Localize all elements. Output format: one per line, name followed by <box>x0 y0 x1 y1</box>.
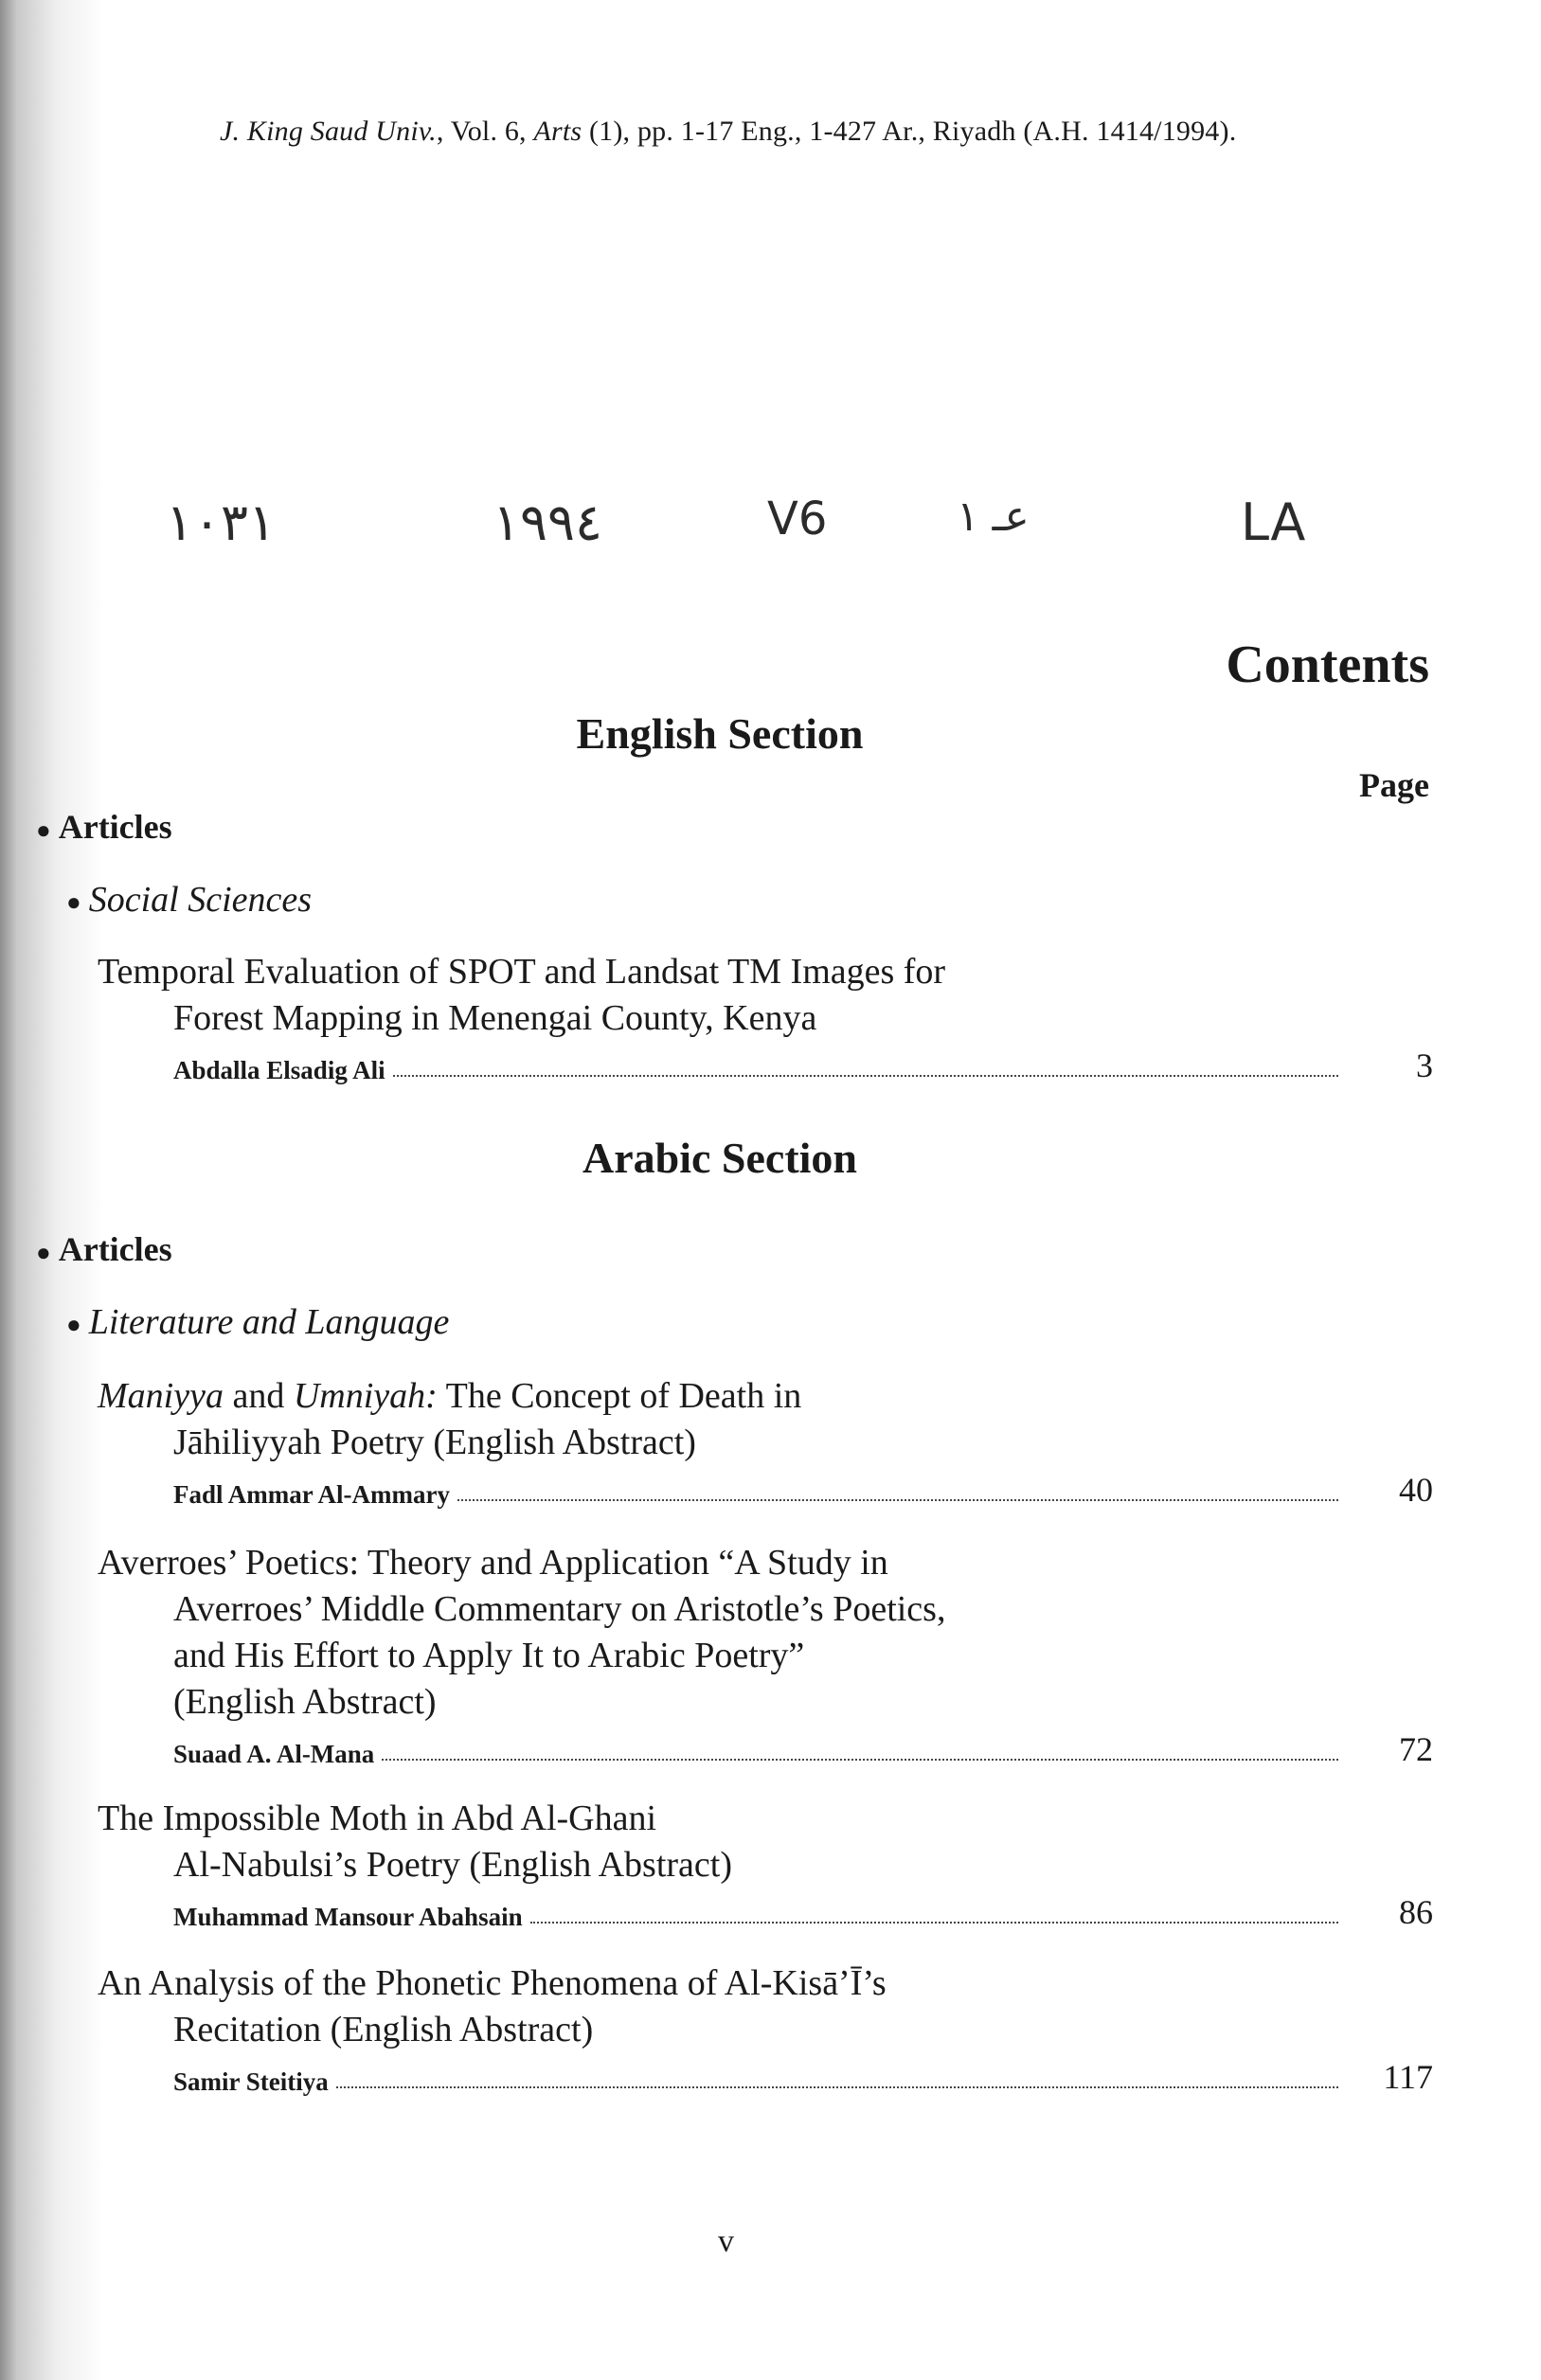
entry-title-line: Temporal Evaluation of SPOT and Landsat TM Images for <box>98 952 946 992</box>
articles-label: Articles <box>58 1230 172 1268</box>
entry-author: Fadl Ammar Al-Ammary <box>173 1480 450 1509</box>
entry-author: Suaad A. Al-Mana <box>173 1740 375 1768</box>
handwritten-call-number-1: ١٠٣١ <box>166 492 277 552</box>
entry-title-italic: Umniyah: <box>293 1376 438 1416</box>
bullet-icon: ● <box>36 815 51 844</box>
articles-label: Articles <box>58 808 172 846</box>
handwritten-issue: عـ ١ <box>957 492 1030 541</box>
entry-title <box>98 1960 1433 2053</box>
bullet-icon: ● <box>66 888 81 917</box>
entry-title <box>98 949 1433 1042</box>
dot-leader <box>530 1922 1338 1924</box>
entry-title-line: Jāhiliyyah Poetry (English Abstract) <box>173 1423 696 1462</box>
arabic-section-title: Arabic Section <box>582 1134 857 1182</box>
dot-leader <box>382 1759 1338 1761</box>
toc-entry <box>98 1373 1433 1510</box>
author-line <box>173 2053 1433 2097</box>
dot-leader <box>393 1075 1338 1077</box>
journal-issue-info: (1), pp. 1-17 Eng., 1-427 Ar., Riyadh (A.H. 1414/1994). <box>582 116 1237 147</box>
entry-title-line: The Impossible Moth in Abd Al-Ghani <box>98 1798 657 1838</box>
entry-page-number: 117 <box>1383 2058 1433 2096</box>
entry-author: Abdalla Elsadig Ali <box>173 1056 385 1084</box>
english-section-title: English Section <box>576 709 864 758</box>
english-articles-heading <box>36 807 172 847</box>
subsection-label: Literature and Language <box>88 1302 450 1342</box>
entry-page-number: 3 <box>1416 1047 1433 1084</box>
journal-series: Arts <box>533 116 582 147</box>
handwritten-volume: V6 <box>767 492 828 546</box>
entry-page-number: 72 <box>1399 1730 1433 1768</box>
entry-title-line: Al-Nabulsi’s Poetry (English Abstract) <box>173 1845 732 1885</box>
handwritten-code: LA <box>1241 492 1306 552</box>
page-column-label: Page <box>1359 766 1429 804</box>
author-line <box>173 1888 1433 1932</box>
dot-leader <box>336 2086 1338 2088</box>
social-sciences-heading <box>66 879 312 921</box>
author-line <box>173 1042 1433 1085</box>
journal-volume: , Vol. 6, <box>436 116 534 147</box>
journal-header <box>220 116 1236 148</box>
entry-title-line: Recitation (English Abstract) <box>173 2010 594 2049</box>
entry-title <box>98 1373 1433 1466</box>
author-line <box>173 1726 1433 1769</box>
author-line <box>173 1466 1433 1510</box>
bullet-icon: ● <box>66 1311 81 1339</box>
page-folio: v <box>718 2224 734 2259</box>
entry-title-italic: Maniyya <box>98 1376 224 1416</box>
contents-title: Contents <box>1226 635 1429 694</box>
literature-heading <box>66 1301 449 1343</box>
entry-title-line: Averroes’ Middle Commentary on Aristotle’s Poetics, <box>173 1589 946 1629</box>
toc-entry <box>98 1960 1433 2097</box>
entry-title-line: Averroes’ Poetics: Theory and Application “A Study in <box>98 1543 888 1583</box>
entry-page-number: 86 <box>1399 1893 1433 1931</box>
entry-title-text: The Concept of Death in <box>437 1376 802 1416</box>
journal-name: J. King Saud Univ. <box>220 116 437 147</box>
dot-leader <box>457 1499 1338 1501</box>
toc-entry <box>98 1540 1433 1769</box>
entry-title-line: An Analysis of the Phonetic Phenomena of Al-Kisā’Ī’s <box>98 1963 887 2003</box>
toc-entry <box>98 1796 1433 1932</box>
handwritten-year: ١٩٩٤ <box>493 492 603 552</box>
bullet-icon: ● <box>36 1238 51 1266</box>
entry-title <box>98 1796 1433 1888</box>
entry-title-line: and His Effort to Apply It to Arabic Poetry” <box>173 1636 805 1675</box>
entry-title <box>98 1540 1433 1726</box>
toc-entry <box>98 949 1433 1085</box>
entry-author: Muhammad Mansour Abahsain <box>173 1903 523 1931</box>
entry-title-text: and <box>223 1376 294 1416</box>
entry-title-line: (English Abstract) <box>173 1682 437 1722</box>
entry-author: Samir Steitiya <box>173 2067 329 2096</box>
bleed-through-text <box>38 573 55 649</box>
subsection-label: Social Sciences <box>88 880 313 920</box>
arabic-articles-heading <box>36 1229 172 1269</box>
entry-page-number: 40 <box>1399 1471 1433 1509</box>
entry-title-line: Forest Mapping in Menengai County, Kenya <box>173 998 817 1038</box>
